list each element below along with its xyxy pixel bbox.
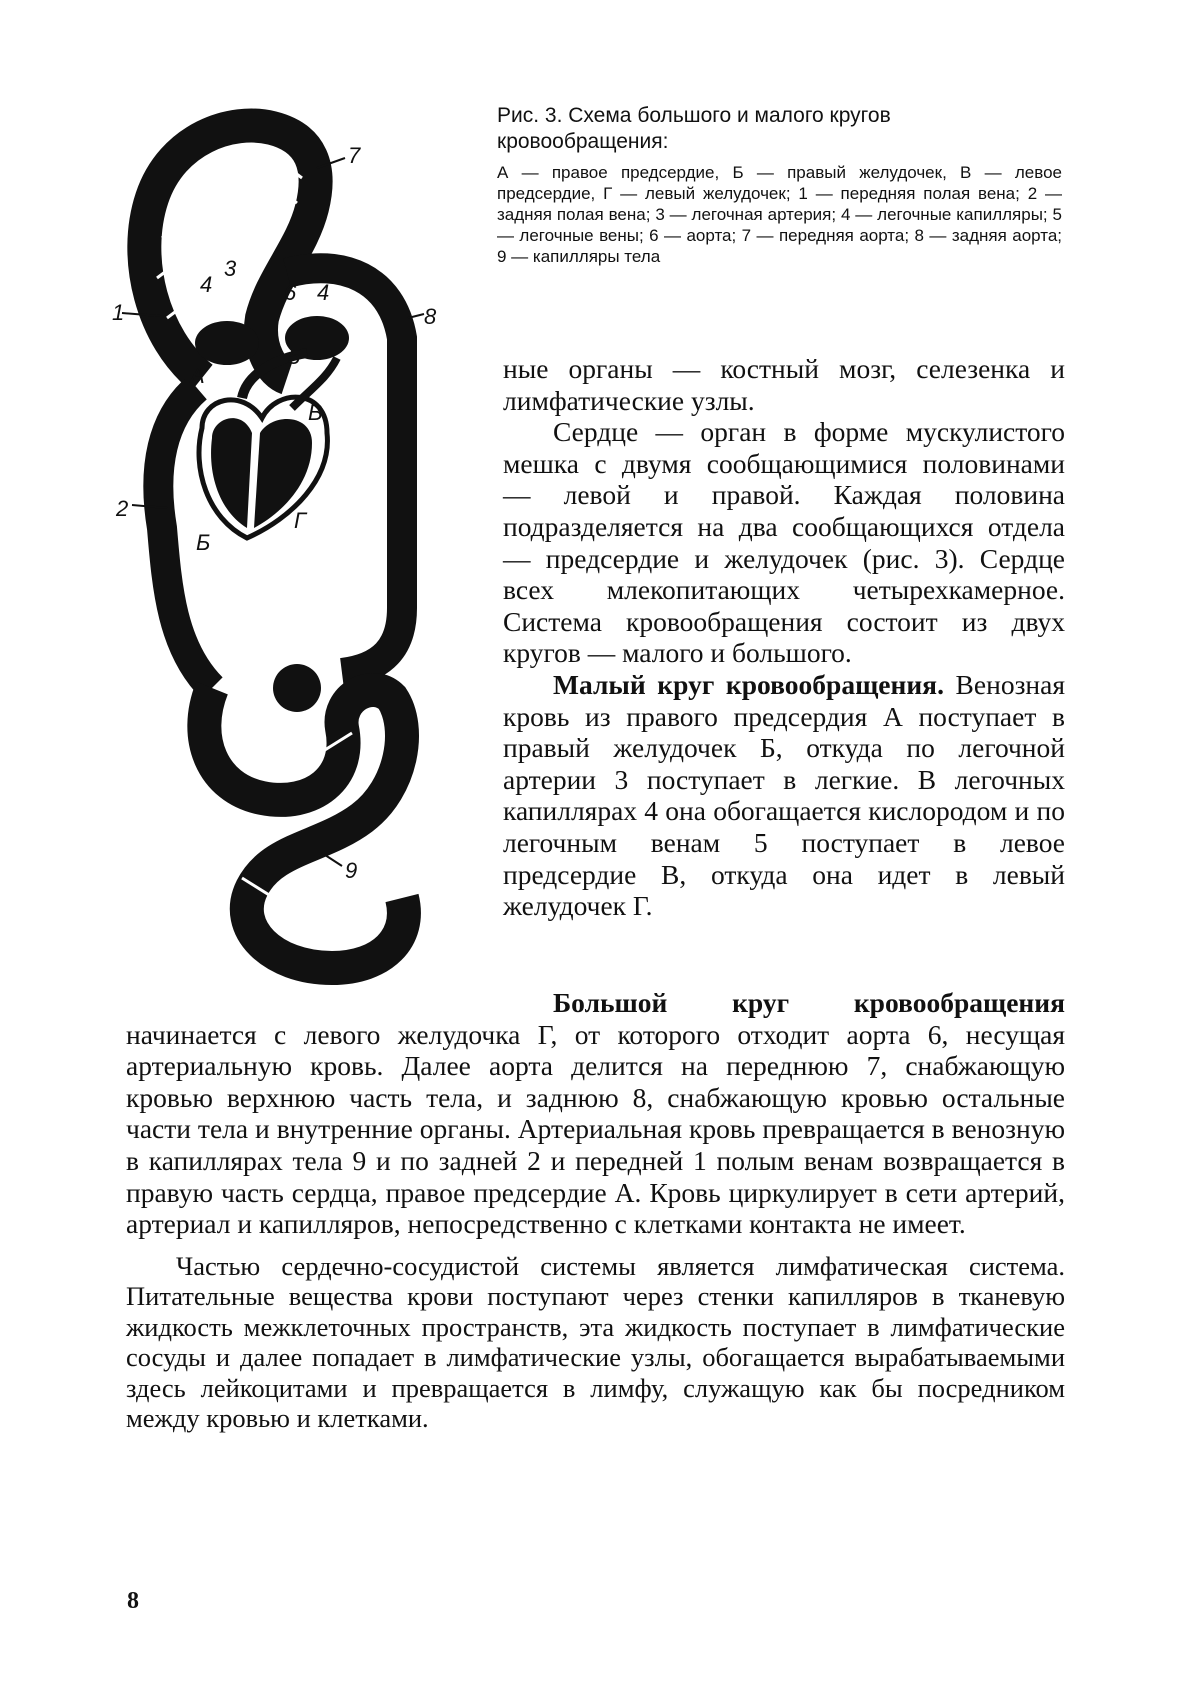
text-column xyxy=(503,353,1065,922)
label-g: Г xyxy=(294,508,306,533)
label-v: В xyxy=(308,400,323,425)
circulation-diagram xyxy=(112,88,472,1008)
paragraph-continuation: ные органы — костный мозг, селезенка и лимфатические узлы. xyxy=(503,353,1065,416)
label-4a: 4 xyxy=(200,272,213,297)
label-3: 3 xyxy=(224,256,237,281)
label-5: 5 xyxy=(288,344,301,369)
label-2: 2 xyxy=(116,496,129,521)
paragraph-small-circle xyxy=(503,669,1065,922)
circulation-diagram-svg xyxy=(112,88,472,1008)
label-b: Б xyxy=(196,530,211,555)
label-a: А xyxy=(190,363,205,388)
caption-legend: А — правое предсердие, Б — правый желудочек, В — левое предсердие, Г — левый желудочек; 1 — передняя полая вена; 2 — задняя полая вена; 3 — легочная артерия; 4 — легочные капилляры; 5 — легочные вены; 6 — аорта; 7 — передняя аорта; 8 — задняя аорта; 9 — капилляры тела xyxy=(497,163,1062,266)
label-1: 1 xyxy=(112,300,125,325)
figure-caption xyxy=(497,103,1062,267)
text-full-width xyxy=(126,987,1065,1434)
small-circle-heading: Малый круг кровообращения. xyxy=(553,668,944,700)
label-8: 8 xyxy=(424,304,437,329)
label-6: 6 xyxy=(284,280,297,305)
label-7: 7 xyxy=(348,143,361,168)
big-circle-heading: Большой круг кровообращения xyxy=(553,987,1065,1018)
paragraph-big-circle xyxy=(126,987,1065,1240)
lower-capillary-loop xyxy=(204,688,404,968)
label-9: 9 xyxy=(345,858,358,883)
label-4b: 4 xyxy=(317,280,330,305)
visceral-capillary-knot xyxy=(273,664,321,712)
caption-title: Рис. 3. Схема большого и малого кругов кровообращения: xyxy=(497,104,891,153)
big-circle-text: начинается с левого желудочка Г, от которого отходит аорта 6, несущая артериальную кровь. Далее аорта делится на переднюю 7, снабжающую кровью верхнюю часть тела, и заднюю 8, снабжающую кровью остальные части тела и внутренние органы. Артериальная кровь превращается в венозную в капиллярах тела 9 и по задней 2 и передней 1 полым венам возвращается в правую часть сердца, правое предсердие А. Кровь циркулирует в сети артерий, артериал и капилляров, непосредственно с клетками контакта не имеет. xyxy=(126,1018,1065,1240)
small-circle-text: Венозная кровь из правого предсердия А поступает в правый желудочек Б, откуда по легочной артерии 3 поступает в легкие. В легочных капиллярах 4 она обогащается кислородом и по легочным венам 5 поступает в левое предсердие В, откуда она идет в левый желудочек Г. xyxy=(503,668,1066,922)
lung-capillaries-left xyxy=(195,321,259,365)
paragraph-heart: Сердце — орган в форме мускулистого мешка с двумя сообщающимися половинами — левой и правой. Каждая половина подразделяется на два сообщающихся отдела — предсердие и желудочек (рис. 3). Сердце всех млекопитающих четырехкамерное. Система кровообращения состоит из двух кругов — малого и большого. xyxy=(503,416,1065,669)
page-number: 8 xyxy=(127,1588,139,1614)
paragraph-lymph: Частью сердечно-сосудистой системы является лимфатическая система. Питательные вещества крови поступают через стенки капилляров в тканевую жидкость межклеточных пространств, эта жидкость поступает в лимфатические сосуды и далее попадает в лимфатические узлы, обогащается вырабатываемыми здесь лейкоцитами и превращается в лимфу, служащую как бы посредником между кровью и клетками. xyxy=(126,1250,1065,1434)
